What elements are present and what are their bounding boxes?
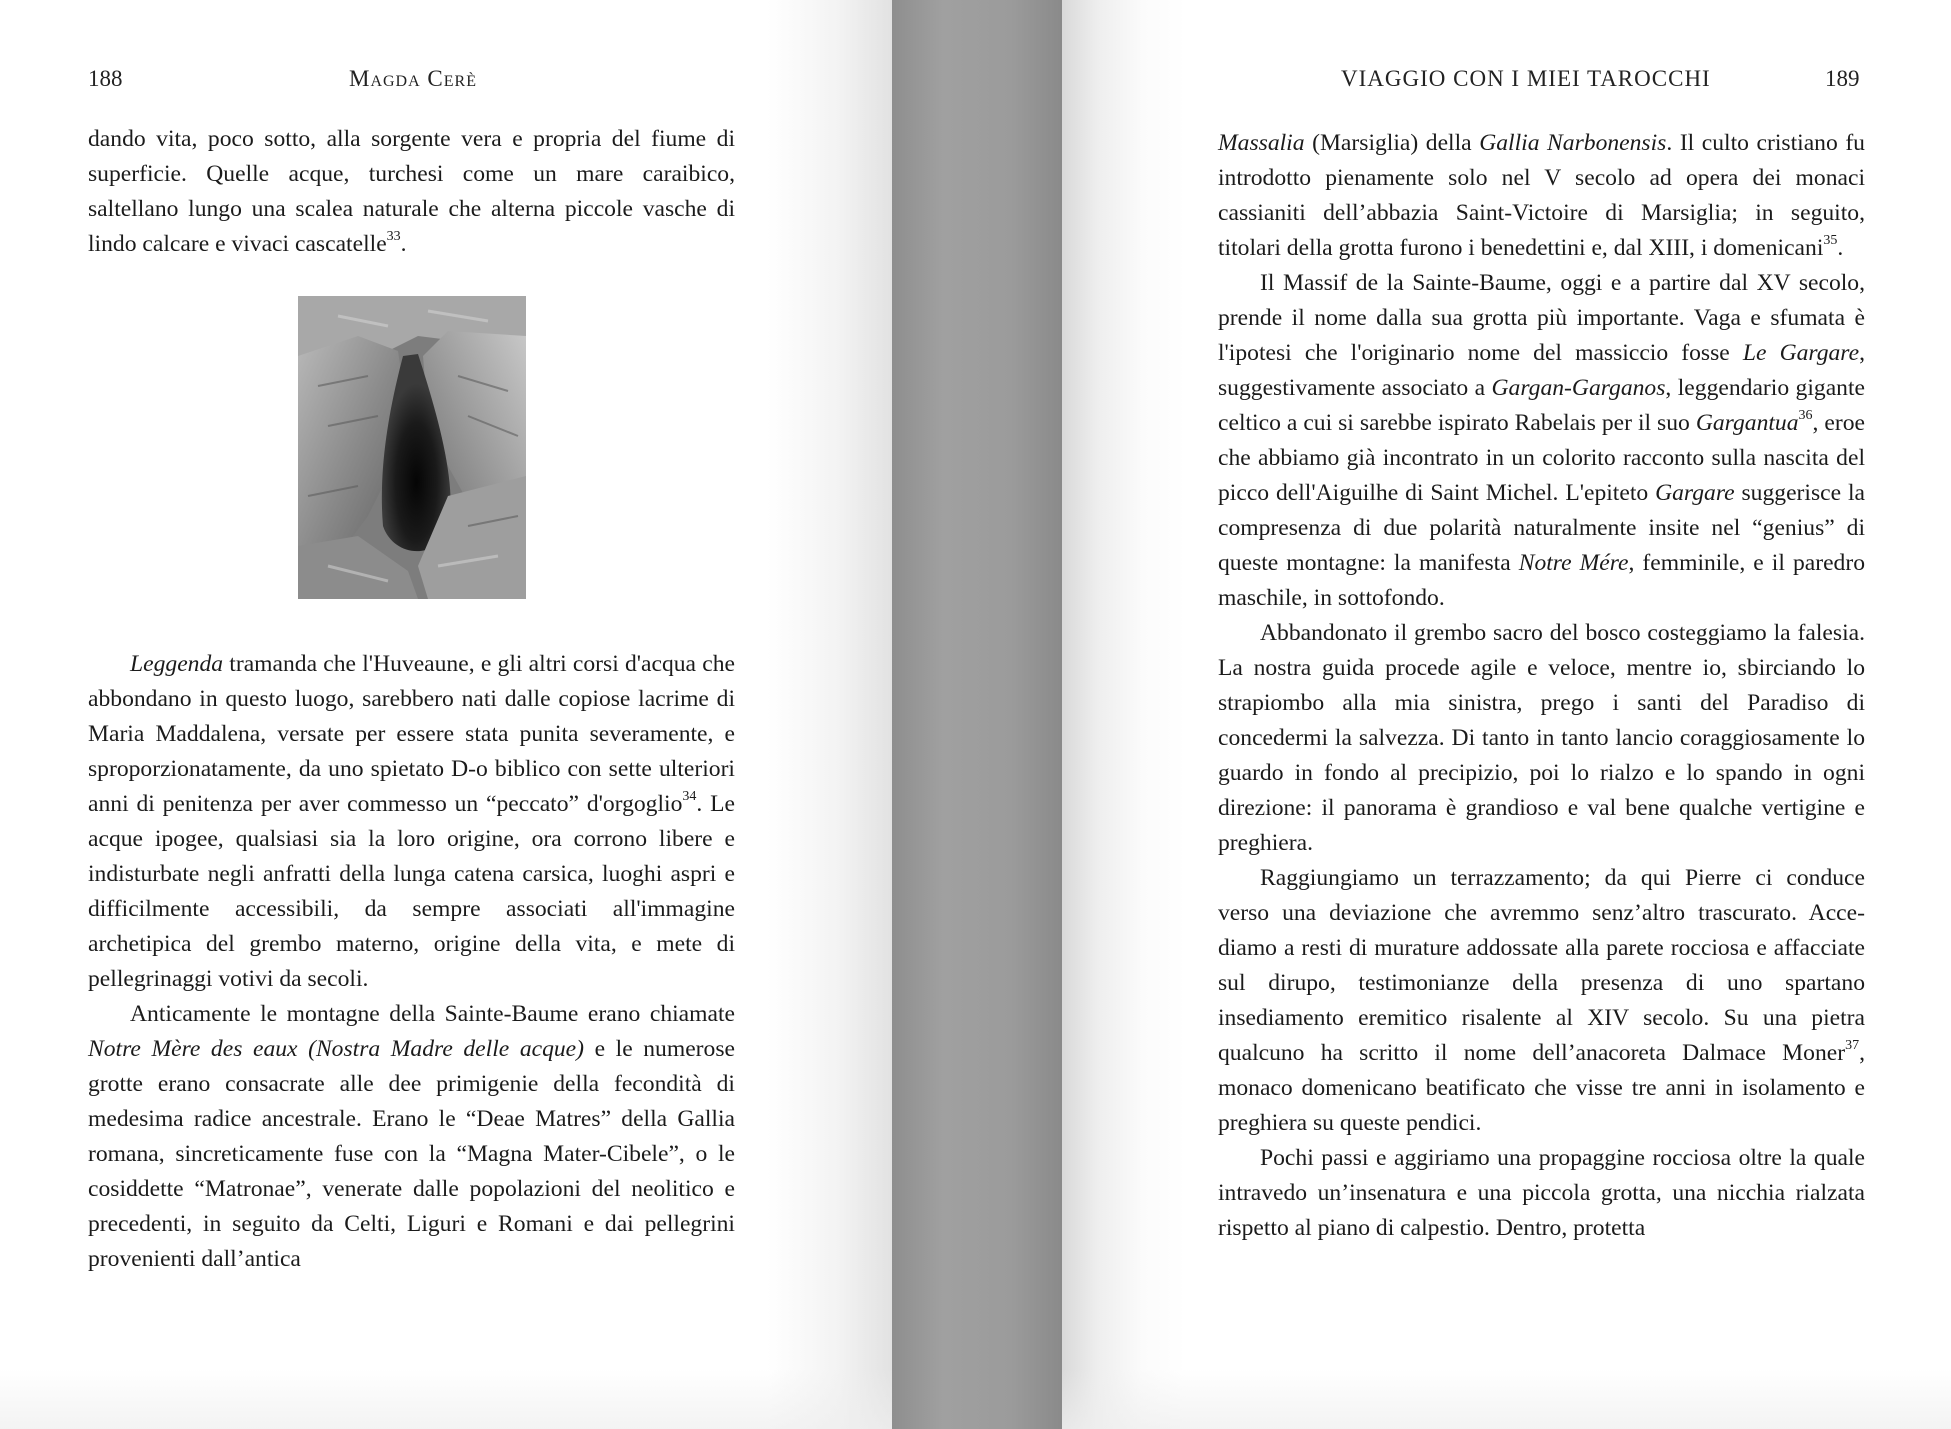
- text-run: (Marsiglia) della: [1304, 130, 1480, 156]
- text-run: suggerisce la compresenza di due polarità naturalmente insite nel “genius” di queste montagne: la manifesta: [1218, 480, 1865, 576]
- footnote-ref: 37: [1845, 1038, 1860, 1054]
- text-run: Massalia: [1218, 130, 1305, 156]
- text-run: . Le acque ipogee, qualsiasi sia la loro origine, ora corrono libere e indisturbate negli anfratti della lunga catena carsica, luoghi aspri e difficilmente accessibili, da sempre associati all'immagine archetipica del grembo materno, origine della vita, e mete di pellegrinaggi votivi da secoli.: [88, 791, 735, 992]
- text-run: Notre Mère des eaux (Nostra Madre delle acque): [88, 1036, 585, 1062]
- text-run: dando vita, poco sotto, alla sorgente vera e propria del fiume di superficie. Quelle acque, turchesi come un mare caraibico, saltellano lungo una scalea naturale che alterna piccole vasche di lindo calcare e vivaci cascatelle: [88, 126, 735, 257]
- text-block-main: [88, 647, 735, 1277]
- paragraph-pochi: [1218, 1141, 1865, 1246]
- text-run: Gargantua: [1695, 410, 1799, 436]
- footnote-ref: 36: [1798, 408, 1813, 424]
- page-number-right: 189: [1825, 66, 1860, 91]
- text-run: , femminile, e il paredro maschile, in sottofondo.: [1218, 550, 1865, 611]
- text-run: Raggiungiamo un terrazzamento; da qui Pierre ci conduce verso una deviazione che avremmo senz’altro trascurato. Accediamo a resti di murature addossate alla parete rocciosa e affacciate sul dirupo, testimonianze della presenza di uno spartano insediamento eremitico risalente al XIV secolo. Su una pietra qualcuno ha scritto il nome dell’anacoreta Dalmace Moner: [1218, 865, 1865, 1066]
- text-run: Pochi passi e aggiriamo una propaggine rocciosa oltre la quale intravedo un’insenatura e una piccola grotta, una nicchia rialzata rispetto al piano di calpestio. Dentro, protetta: [1218, 1145, 1865, 1241]
- paragraph-massif: [1218, 266, 1865, 616]
- text-run: , monaco domenicano beatificato che visse tre anni in isolamento e preghiera su queste pendici.: [1218, 1040, 1865, 1136]
- paragraph-massalia: [1218, 126, 1865, 266]
- text-run: Leggenda: [130, 651, 224, 677]
- text-run: Gallia Narbonensis: [1479, 130, 1667, 156]
- paragraph-anticamente: [88, 997, 735, 1277]
- text-block-top: [88, 122, 735, 262]
- text-run: , suggestivamente associato a: [1218, 340, 1865, 401]
- cave-photo: [298, 296, 526, 599]
- left-page: [0, 0, 892, 1429]
- text-run: Il Massif de la Sainte-Baume, oggi e a partire dal XV secolo, prende il nome dalla sua grotta più importante. Vaga e sfumata è l'ipotesi che l'originario nome del massiccio fosse: [1218, 270, 1865, 366]
- text-run: , leggendario gigante celtico a cui si sarebbe ispirato Rabelais per il suo: [1218, 375, 1865, 436]
- cave-photo-svg: [298, 296, 526, 599]
- text-run: tramanda che l'Huveaune, e gli altri corsi d'acqua che abbondano in questo luogo, sarebbero nati dalle copiose lacrime di Maria Maddalena, versate per essere stata punita severamente, e sproporzionatamente, da uno spietato D-o biblico con sette ulteriori anni di penitenza per aver commesso un “peccato” d'orgoglio: [88, 651, 735, 817]
- text-run: . Il culto cristiano fu introdotto pienamente solo nel V secolo ad opera dei monaci cassianiti dell’abbazia Saint-Victoire di Marsiglia; in seguito, titolari della grotta furono i benedettini e, dal XIII, i domenicani: [1218, 130, 1865, 261]
- text-run: Le Gargare: [1742, 340, 1860, 366]
- book-gutter: [892, 0, 1062, 1429]
- text-run: Notre Mére: [1518, 550, 1629, 576]
- paragraph-sorgente: [88, 122, 735, 262]
- running-head-author: Magda Cerè: [349, 66, 477, 91]
- text-run: Gargare: [1655, 480, 1735, 506]
- text-run: .: [1837, 235, 1844, 261]
- text-run: Abbandonato il grembo sacro del bosco costeggiamo la falesia. La nostra guida procede agile e veloce, mentre io, sbirciando lo strapiombo alla mia sinistra, prego i santi del Paradiso di concedermi la salvezza. Di tanto in tanto lancio coraggiosamente lo guardo in fondo al precipizio, poi lo rialzo e lo spando in ogni direzione: il panorama è grandioso e val bene qualche vertigine e preghiera.: [1218, 620, 1865, 856]
- footnote-ref: 34: [682, 789, 697, 805]
- text-run: e le numerose grotte erano consacrate alle dee primigenie della fecondità di medesima radice ancestrale. Erano le “Deae Matres” della Gallia romana, sincreticamente fuse con la “Magna Mater-Cibele”, o le cosiddette “Matronae”, venerate dalle popolazioni del neolitico e precedenti, in seguito da Celti, Liguri e Romani e dai pellegrini provenienti dall’antica: [88, 1036, 735, 1272]
- text-run: .: [400, 231, 407, 257]
- paragraph-abbandonato: [1218, 616, 1865, 861]
- right-page: [1062, 0, 1951, 1429]
- text-run: , eroe che abbiamo già incontrato in un colorito racconto sulla nascita del picco dell'Aiguilhe di Saint Michel. L'epiteto: [1218, 410, 1865, 506]
- text-run: Anticamente le montagne della Sainte-Baume erano chiamate: [130, 1001, 735, 1027]
- paragraph-raggiungiamo: [1218, 861, 1865, 1141]
- page-number-left: 188: [88, 66, 123, 91]
- text-block-right: [1218, 126, 1865, 1246]
- running-head-title: VIAGGIO CON I MIEI TAROCCHI: [1341, 66, 1711, 91]
- footnote-ref: 33: [386, 229, 401, 245]
- footnote-ref: 35: [1823, 233, 1838, 249]
- paragraph-leggenda: [88, 647, 735, 997]
- text-run: Gargan-Garganos: [1491, 375, 1666, 401]
